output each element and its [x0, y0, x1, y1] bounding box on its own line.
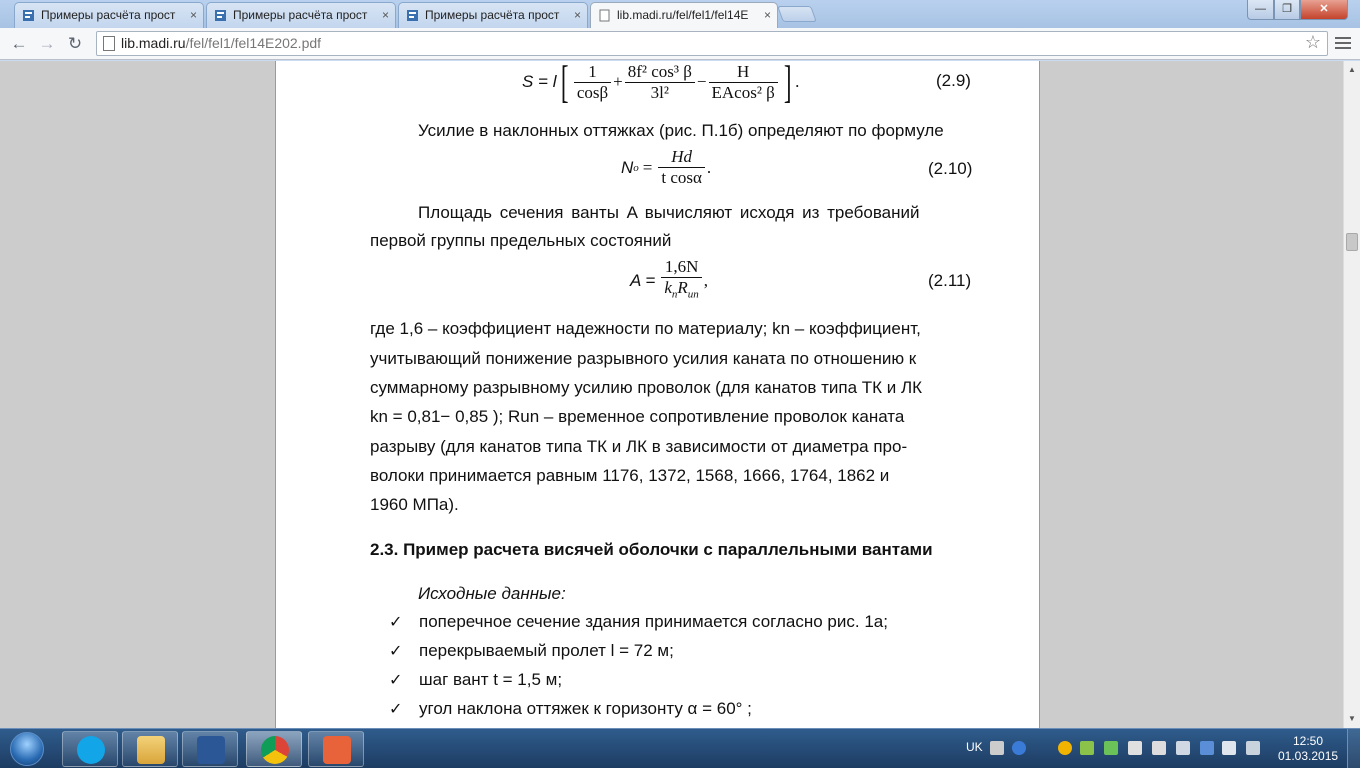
tray-app-icon[interactable]: [1080, 741, 1094, 755]
url-host: lib.madi.ru: [121, 35, 186, 51]
tray-app-icon[interactable]: [1104, 741, 1118, 755]
paragraph-text: первой группы предельных состояний: [370, 231, 672, 250]
taskbar-explorer[interactable]: [122, 731, 178, 767]
keyboard-icon[interactable]: [990, 741, 1004, 755]
address-bar[interactable]: [96, 31, 1328, 56]
clock-date: 01.03.2015: [1278, 749, 1339, 763]
flag-icon[interactable]: [1246, 741, 1260, 755]
help-icon[interactable]: [1012, 741, 1026, 755]
scrollbar-thumb[interactable]: [1346, 233, 1358, 251]
url-path: /fel/fel1/fel14E202.pdf: [185, 35, 322, 51]
network-signal-icon[interactable]: [1176, 741, 1190, 755]
tab-active-pdf[interactable]: [590, 2, 778, 29]
back-arrow-icon[interactable]: ←: [10, 34, 28, 53]
checkmark-icon: ✓: [389, 643, 403, 660]
bracket-right: ]: [783, 61, 792, 107]
word-icon: [197, 736, 225, 764]
show-desktop-button[interactable]: [1347, 729, 1360, 768]
reload-icon[interactable]: ↻: [67, 34, 83, 53]
tab-label: lib.madi.ru/fel/fel1/fel14E: [617, 8, 749, 22]
tray-app-icon[interactable]: [1058, 741, 1072, 755]
frac-den: [661, 278, 701, 304]
den-sub: n: [671, 288, 678, 301]
url-text[interactable]: [121, 35, 321, 51]
folder-icon: [137, 736, 165, 764]
page-icon: [598, 9, 611, 22]
bluetooth-icon[interactable]: [1200, 741, 1214, 755]
list-item: перекрываемый пролет l = 72 м;: [419, 641, 674, 660]
pdf-viewport[interactable]: [0, 61, 1343, 728]
taskbar-chrome[interactable]: [246, 731, 302, 767]
paragraph-text: волоки принимается равным 1176, 1372, 1568, 1666, 1764, 1862 и: [370, 466, 890, 485]
frac-num: Hd: [658, 147, 705, 168]
paragraph-text: учитывающий понижение разрывного усилия каната по отношению к: [370, 349, 917, 368]
tab-label: Примеры расчёта прост: [41, 8, 176, 22]
system-tray: [960, 729, 1290, 768]
page-icon: [103, 36, 115, 51]
bookmark-star-icon[interactable]: ☆: [1304, 32, 1321, 52]
taskbar: [0, 728, 1360, 768]
eq-lhs: A =: [630, 270, 656, 290]
skype-icon: [77, 736, 105, 764]
paragraph-text: 1960 МПа).: [370, 495, 459, 514]
equation-number: (2.10): [928, 159, 973, 178]
tab-3[interactable]: [398, 2, 588, 28]
tab-label: Примеры расчёта прост: [425, 8, 560, 22]
frac-den: 3l²: [650, 82, 669, 102]
tray-app-icon[interactable]: [1128, 741, 1142, 755]
section-heading: 2.3. Пример расчета висячей оболочки с параллельными вантами: [370, 540, 933, 559]
close-tab-icon[interactable]: ×: [763, 8, 771, 22]
equation-number: (2.11): [928, 271, 972, 290]
list-item: угол наклона оттяжек к горизонту α = 60° ;: [419, 699, 752, 718]
scroll-up-icon[interactable]: ▲: [1348, 65, 1356, 74]
checkmark-icon: ✓: [389, 701, 403, 718]
eq-sub: o: [633, 161, 639, 174]
paragraph-text: kn = 0,81− 0,85 ); Run – временное сопротивление проволок каната: [370, 407, 905, 426]
eq-lhs: S = l: [522, 72, 557, 91]
den-k: k: [664, 278, 672, 297]
taskbar-word[interactable]: [182, 731, 238, 767]
fraction: [709, 62, 778, 103]
frac-num: 1,6N: [661, 257, 701, 278]
paragraph-text: Усилие в наклонных оттяжках (рис. П.1б) определяют по формуле: [418, 121, 944, 140]
checkmark-icon: ✓: [389, 614, 403, 631]
fraction: [658, 147, 705, 188]
document-icon: [214, 9, 227, 22]
tab-strip: [0, 0, 1360, 28]
frac-den: cosβ: [576, 82, 609, 102]
paragraph-text: разрыву (для канатов типа ТК и ЛК в зависимости от диаметра про-: [370, 437, 908, 456]
tab-2[interactable]: [206, 2, 396, 28]
scroll-down-icon[interactable]: ▼: [1348, 714, 1356, 723]
minimize-button[interactable]: —: [1247, 0, 1274, 20]
close-tab-icon[interactable]: ×: [381, 8, 389, 22]
frac-num: 1: [574, 62, 611, 83]
chrome-icon: [261, 736, 289, 764]
operator: +: [613, 72, 623, 91]
eq-tail: ,: [703, 270, 709, 290]
frac-den: t cosα: [661, 168, 702, 187]
clock[interactable]: [1278, 734, 1338, 764]
close-tab-icon[interactable]: ×: [573, 8, 581, 22]
start-button[interactable]: [4, 730, 50, 768]
new-tab-button[interactable]: [777, 6, 817, 22]
taskbar-skype[interactable]: [62, 731, 118, 767]
bracket-left: [: [560, 61, 568, 107]
paragraph-text: Площадь сечения ванты A вычисляют исходя из требований: [418, 203, 920, 222]
fraction: [661, 257, 701, 304]
fraction: [574, 62, 611, 103]
network-icon[interactable]: [1152, 741, 1166, 755]
taskbar-app[interactable]: [308, 731, 364, 767]
subheading: Исходные данные:: [418, 584, 566, 603]
equation-2-11: [630, 257, 708, 304]
pdf-page: [275, 61, 1040, 728]
eq-tail: .: [795, 72, 800, 91]
eq-tail: .: [706, 157, 712, 177]
paragraph-text: суммарному разрывному усилию проволок (для канатов типа ТК и ЛК: [370, 378, 923, 397]
equation-2-10: [621, 147, 711, 188]
language-indicator[interactable]: UK: [966, 740, 983, 754]
document-icon: [406, 9, 419, 22]
list-item: поперечное сечение здания принимается согласно рис. 1а;: [419, 612, 888, 631]
clock-time: 12:50: [1292, 734, 1324, 748]
equation-2-9: [522, 61, 799, 105]
paragraph-text: где 1,6 – коэффициент надежности по материалу; kn – коэффициент,: [370, 319, 921, 338]
volume-icon[interactable]: [1222, 741, 1236, 755]
checkmark-icon: ✓: [389, 672, 403, 689]
frac-num: 8f² cos³ β: [625, 62, 695, 83]
operator: =: [642, 157, 653, 177]
list-item: шаг вант t = 1,5 м;: [419, 670, 563, 689]
tab-1[interactable]: [14, 2, 204, 28]
browser-toolbar: [0, 28, 1360, 60]
windows-logo-icon: [10, 732, 44, 766]
document-icon: [22, 9, 35, 22]
close-tab-icon[interactable]: ×: [189, 8, 197, 22]
frac-den: EAcos² β: [711, 82, 775, 102]
menu-icon[interactable]: [1334, 34, 1352, 52]
forward-arrow-icon[interactable]: →: [38, 34, 56, 53]
eq-lhs: N: [621, 157, 634, 177]
tab-label: Примеры расчёта прост: [233, 8, 368, 22]
close-window-button[interactable]: ✕: [1300, 0, 1348, 20]
equation-number: (2.9): [936, 71, 971, 90]
app-icon: [323, 736, 351, 764]
maximize-button[interactable]: ❐: [1274, 0, 1300, 20]
operator: −: [696, 72, 707, 91]
vertical-scrollbar[interactable]: [1343, 61, 1360, 728]
fraction: [625, 62, 695, 103]
frac-num: H: [709, 62, 778, 83]
den-sub: un: [687, 288, 699, 301]
den-r: R: [677, 278, 688, 297]
